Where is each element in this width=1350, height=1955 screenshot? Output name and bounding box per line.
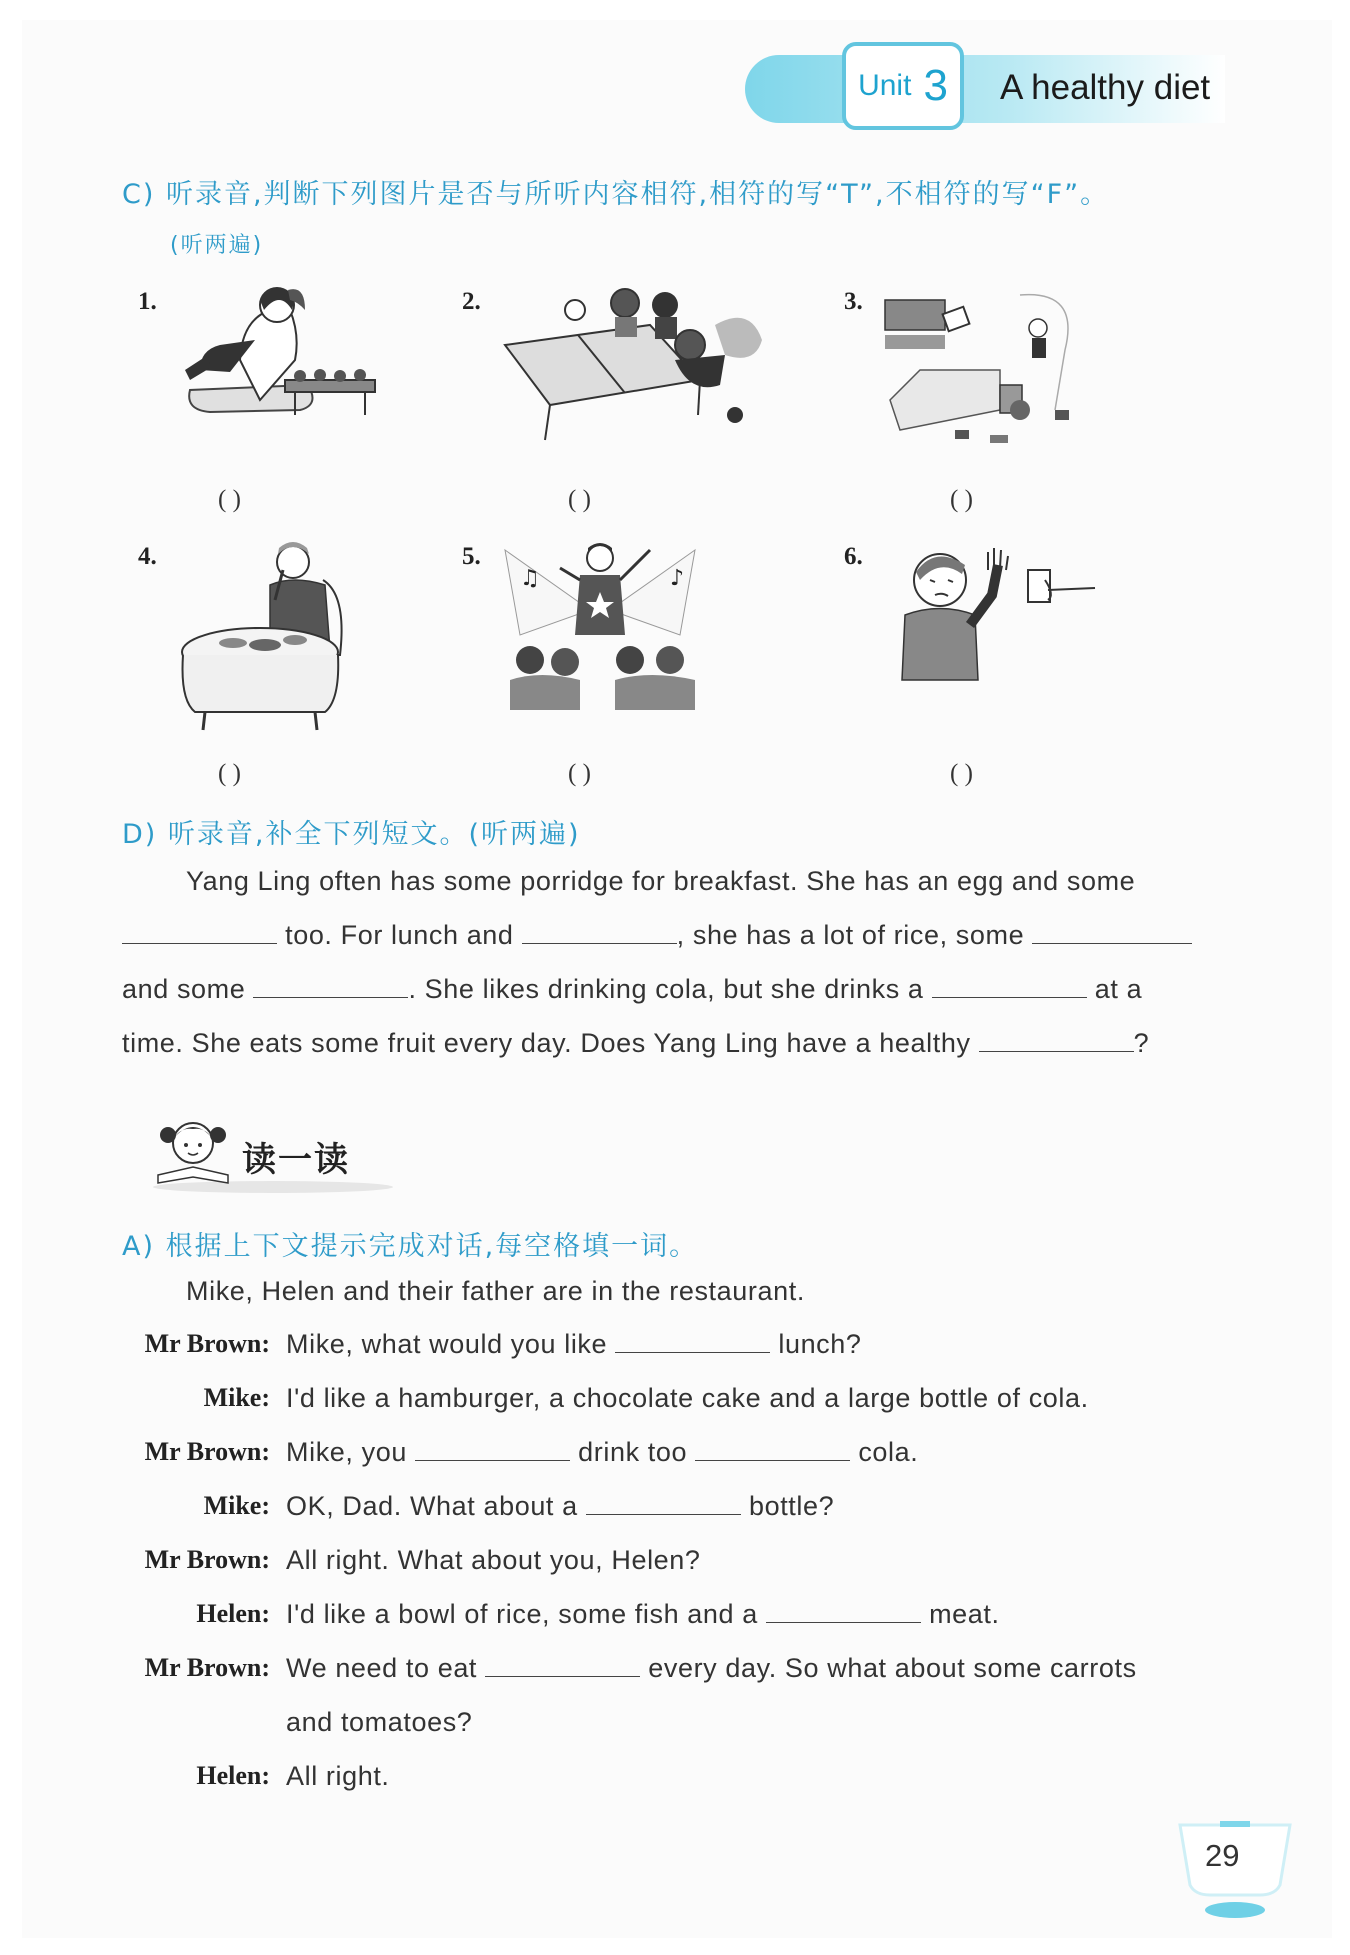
answer-paren-6: ( )	[950, 760, 973, 787]
dialogue-line-2: I'd like a hamburger, a chocolate cake and a large bottle of cola.	[286, 1383, 1089, 1413]
passage-blank[interactable]	[522, 922, 677, 944]
man-dining-illustration	[175, 540, 350, 735]
speaker-label: Mike:	[203, 1383, 270, 1412]
unit-number: 3	[923, 61, 948, 110]
answer-paren-1: ( )	[218, 486, 241, 513]
dialogue-blank[interactable]	[415, 1439, 570, 1461]
item-number-2: 2.	[462, 288, 481, 315]
svg-text:♪: ♪	[670, 566, 685, 591]
answer-paren-3: ( )	[950, 486, 973, 513]
passage-line-4: time. She eats some fruit every day. Does Yang Ling have a healthy ?	[122, 1028, 1150, 1058]
answer-paren-5: ( )	[568, 760, 591, 787]
item-number-4: 4.	[138, 543, 157, 570]
dialogue-blank[interactable]	[615, 1331, 770, 1353]
dialogue-line-5: All right. What about you, Helen?	[286, 1545, 701, 1575]
speaker-label: Helen:	[196, 1599, 270, 1628]
speaker-label: Mr Brown:	[144, 1653, 270, 1682]
singer-concert-illustration	[500, 540, 700, 715]
passage-line-3: and some . She likes drinking cola, but she drinks a at a	[122, 974, 1143, 1004]
item-number-6: 6.	[844, 543, 863, 570]
dialogue-line-3: Mike, you drink too cola.	[286, 1437, 919, 1467]
speaker-label: Helen:	[196, 1761, 270, 1790]
answer-paren-2: ( )	[568, 486, 591, 513]
dialogue-blank[interactable]	[485, 1655, 640, 1677]
section-c-title: C) 听录音,判断下列图片是否与所听内容相符,相符的写“T”,不相符的写“F”。	[122, 179, 1110, 210]
passage-blank[interactable]	[1032, 922, 1192, 944]
passage-line-2: too. For lunch and , she has a lot of rice, some	[122, 920, 1192, 951]
section-a-title: A) 根据上下文提示完成对话,每空格填一词。	[122, 1231, 699, 1262]
speaker-label: Mr Brown:	[144, 1329, 270, 1358]
speaker-label: Mike:	[203, 1491, 270, 1520]
dialogue-blank[interactable]	[586, 1493, 741, 1515]
speaker-label: Mr Brown:	[144, 1545, 270, 1574]
unit-title: A healthy diet	[1000, 68, 1211, 107]
section-c-note: (听两遍)	[170, 233, 264, 258]
dialogue-blank[interactable]	[695, 1439, 850, 1461]
section-d-title: D) 听录音,补全下列短文。(听两遍)	[122, 819, 581, 850]
animals-table-tennis-illustration	[500, 285, 765, 445]
dialogue-line-4: OK, Dad. What about a bottle?	[286, 1491, 835, 1521]
speaker-label: Mr Brown:	[144, 1437, 270, 1466]
dialogue-line-1: Mike, what would you like lunch?	[286, 1329, 862, 1359]
passage-blank[interactable]	[979, 1030, 1134, 1052]
item-number-3: 3.	[844, 288, 863, 315]
dialogue-line-9: All right.	[286, 1761, 390, 1791]
dialogue-intro: Mike, Helen and their father are in the restaurant.	[186, 1276, 805, 1306]
page-number: 29	[1205, 1838, 1240, 1873]
reading-section-label: 读一读	[242, 1140, 350, 1180]
passage-blank[interactable]	[932, 976, 1087, 998]
dialogue-blank[interactable]	[766, 1601, 921, 1623]
passage-line-1: Yang Ling often has some porridge for breakfast. She has an egg and some	[186, 866, 1136, 896]
svg-text:♫: ♫	[520, 566, 540, 591]
unit-word: Unit	[858, 69, 912, 102]
item-number-5: 5.	[462, 543, 481, 570]
answer-paren-4: ( )	[218, 760, 241, 787]
unit-badge	[842, 42, 964, 130]
passage-blank[interactable]	[253, 976, 408, 998]
boy-refusing-drink-illustration	[880, 540, 1100, 690]
item-number-1: 1.	[138, 288, 157, 315]
eating-girl-illustration	[180, 280, 380, 430]
passage-blank[interactable]	[122, 922, 277, 944]
messy-room-illustration	[880, 290, 1110, 455]
dialogue-line-8: and tomatoes?	[286, 1707, 473, 1737]
dialogue-line-7: We need to eat every day. So what about some carrots	[286, 1653, 1137, 1683]
dialogue-line-6: I'd like a bowl of rice, some fish and a meat.	[286, 1599, 1000, 1629]
